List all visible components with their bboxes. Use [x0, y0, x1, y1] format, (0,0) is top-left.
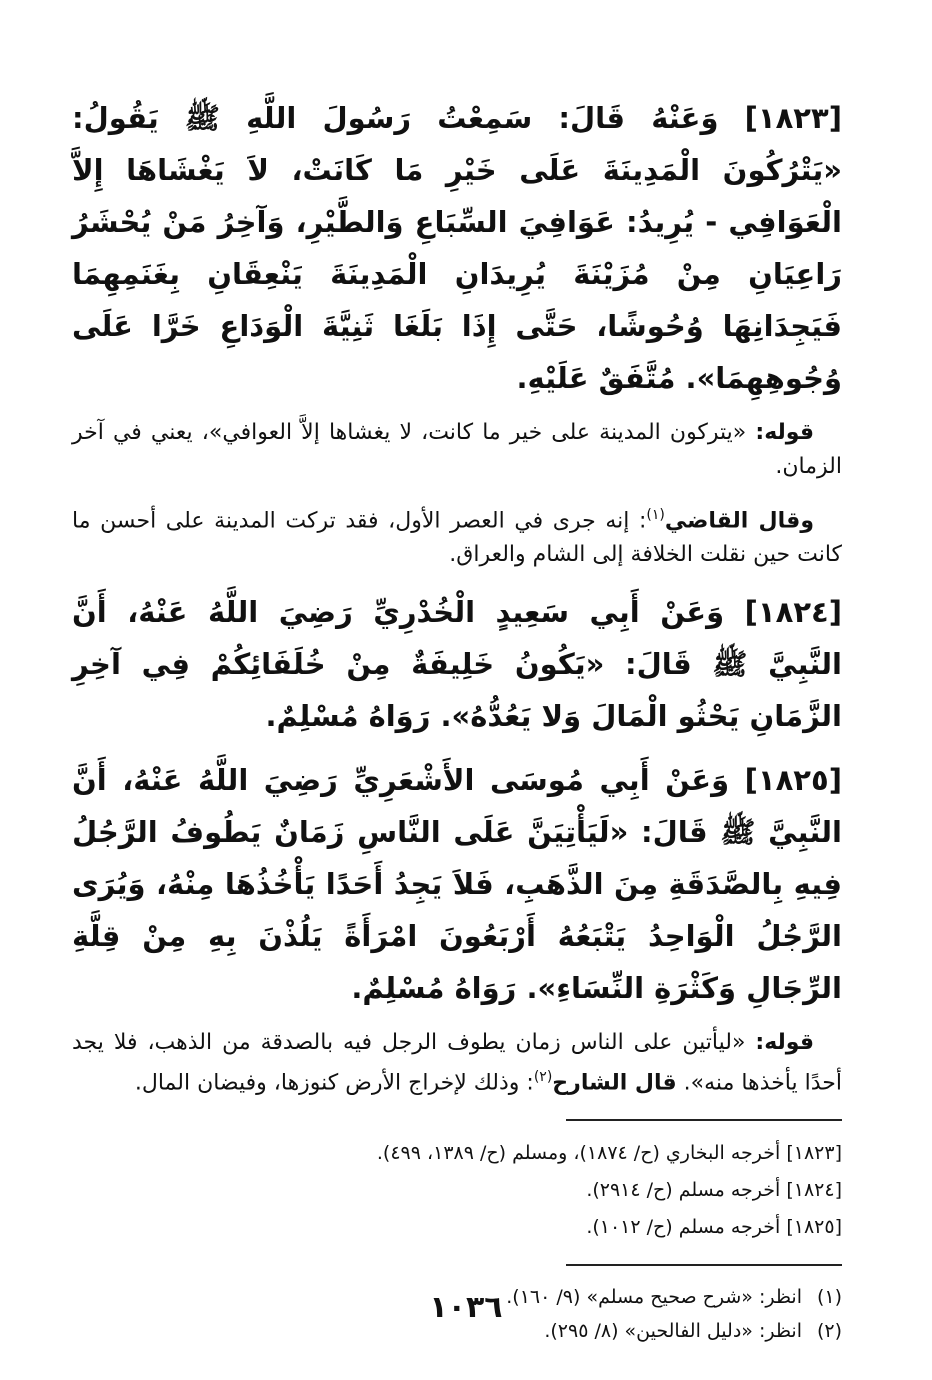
- commentary-text: «ليأتين على الناس زمان يطوف الرجل فيه بالصدقة من الذهب، فلا يجد أحدًا يأخذها منه».: [72, 1030, 842, 1096]
- footnote-text: انظر: «دليل الفالحين» (٨/ ٢٩٥).: [544, 1319, 802, 1342]
- hadith-1825: [72, 754, 842, 1014]
- reference-item: [١٨٢٥] أخرجه مسلم (ح/ ١٠١٢).: [586, 1215, 842, 1238]
- hadith-text: وَعَنْ أَبِي سَعِيدٍ الْخُدْرِيِّ رَضِيَ اللَّهُ عَنْهُ، أَنَّ النَّبِيَّ ﷺ قَالَ: «يَكُونُ خَلِيفَةٌ مِنْ خُلَفَائِكُمْ فِي آخِرِ الزَّمَانِ يَحْثُو الْمَالَ وَلا يَعُدُّهُ». رَوَاهُ مُسْلِمٌ.: [72, 595, 842, 734]
- commentary-text: : وذلك لإخراج الأرض كنوزها، وفيضان المال.: [134, 1070, 534, 1096]
- commentary-lead: وقال القاضي: [664, 508, 814, 534]
- page-body: [72, 92, 842, 1348]
- takhrij-references: [72, 1135, 842, 1246]
- commentary-text: : إنه جرى في العصر الأول، فقد تركت المدينة على أحسن ما كانت حين نقلت الخلافة إلى الشام والعراق.: [72, 508, 842, 568]
- commentary-1823: [72, 416, 842, 484]
- footnote-number: (١): [816, 1285, 842, 1308]
- hadith-number: [١٨٢٤]: [744, 595, 842, 630]
- commentary-lead: قوله:: [755, 1030, 814, 1056]
- page-number: ١٠٣٦: [429, 1290, 503, 1325]
- commentary-text: «يتركون المدينة على خير ما كانت، لا يغشاها إلاَّ العوافي»، يعني في آخر الزمان.: [72, 420, 842, 479]
- separator-line: [566, 1119, 842, 1121]
- reference-item: [١٨٢٤] أخرجه مسلم (ح/ ٢٩١٤).: [586, 1178, 842, 1201]
- hadith-text: وَعَنْ أَبِي مُوسَى الأَشْعَرِيِّ رَضِيَ اللَّهُ عَنْهُ، أَنَّ النَّبِيَّ ﷺ قَالَ: «لَيَأْتِيَنَّ عَلَى النَّاسِ زَمَانٌ يَطُوفُ الرَّجُلُ فِيهِ بِالصَّدَقَةِ مِنَ الذَّهَبِ، فَلاَ يَجِدُ أَحَدًا يَأْخُذُهَا مِنْهُ، وَيُرَى الرَّجُلُ الْوَاحِدُ يَتْبَعُهُ أَرْبَعُونَ امْرَأَةً يَلُذْنَ بِهِ مِنْ قِلَّةِ الرِّجَالِ وَكَثْرَةِ النِّسَاءِ». رَوَاهُ مُسْلِمٌ.: [72, 763, 842, 1006]
- footnote-text: انظر: «شرح صحيح مسلم» (٩/ ١٦٠).: [506, 1285, 802, 1308]
- footnote-marker: (١): [646, 507, 665, 523]
- separator-line: [566, 1264, 842, 1266]
- commentary-1825: [72, 1026, 842, 1100]
- commentary-lead: قوله:: [755, 420, 814, 445]
- reference-item: [١٨٢٣] أخرجه البخاري (ح/ ١٨٧٤)، ومسلم (ح/ ١٣٨٩، ٤٩٩).: [376, 1141, 842, 1164]
- footnote-marker: (٢): [533, 1069, 553, 1086]
- hadith-text: وَعَنْهُ قَالَ: سَمِعْتُ رَسُولَ اللَّهِ ﷺ يَقُولُ: «يَتْرُكُونَ الْمَدِينَةَ عَلَى خَيْرِ مَا كَانَتْ، لاَ يَغْشَاهَا إِلاَّ الْعَوَافِي - يُرِيدُ: عَوَافِيَ السِّبَاعِ وَالطَّيْرِ، وَآخِرُ مَنْ يُحْشَرُ رَاعِيَانِ مِنْ مُزَيْنَةَ يُرِيدَانِ الْمَدِينَةَ يَنْعِقَانِ بِغَنَمِهِمَا فَيَجِدَانِهَا وُحُوشًا، حَتَّى إِذَا بَلَغَا ثَنِيَّةَ الْوَدَاعِ خَرَّا عَلَى وُجُوهِهِمَا». مُتَّفَقٌ عَلَيْهِ.: [72, 101, 842, 395]
- footnote-number: (٢): [816, 1319, 842, 1342]
- hadith-number: [١٨٢٣]: [744, 101, 842, 135]
- commentary-lead-sharih: قال الشارح: [552, 1070, 677, 1096]
- hadith-1823: [72, 92, 842, 404]
- hadith-number: [١٨٢٥]: [744, 763, 842, 798]
- commentary-qadi: [72, 498, 842, 572]
- hadith-1824: [72, 586, 842, 742]
